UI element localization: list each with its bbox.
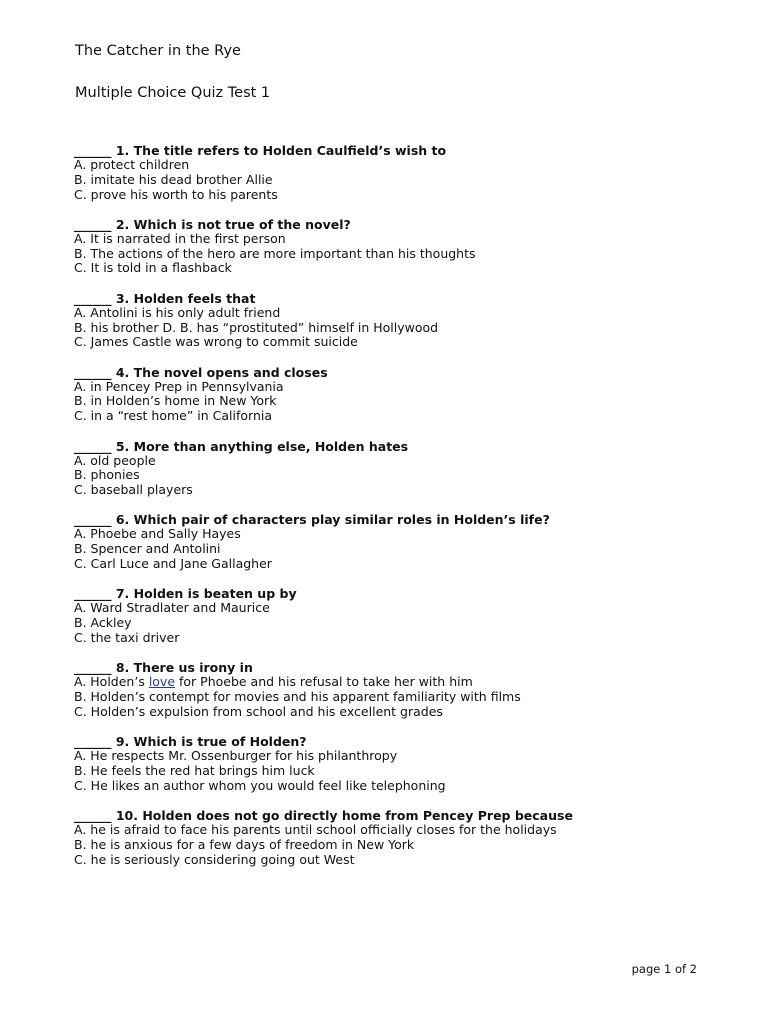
- answer-option-b: B. his brother D. B. has “prostituted” himself in Hollywood: [74, 319, 439, 335]
- answer-option-a: A. Phoebe and Sally Hayes: [74, 526, 241, 542]
- question-2: [74, 217, 734, 276]
- answer-option-c: C. James Castle was wrong to commit suicide: [74, 334, 358, 350]
- option-text: for Phoebe and his refusal to take her with him: [175, 674, 473, 690]
- answer-option-a: A. Ward Stradlater and Maurice: [74, 600, 270, 616]
- answer-option-a: A. protect children: [74, 157, 190, 172]
- page-number: page 1 of 2: [631, 962, 697, 976]
- document-title: The Catcher in the Rye: [75, 43, 241, 59]
- question-prompt: ______ 8. There us irony in: [74, 660, 253, 676]
- answer-option-b: B. Spencer and Antolini: [74, 541, 221, 557]
- answer-option-a: A. Antolini is his only adult friend: [74, 304, 281, 320]
- answer-option-b: B. Ackley: [74, 615, 132, 631]
- answer-option-a: [74, 675, 734, 690]
- question-prompt: ______ 6. Which pair of characters play similar roles in Holden’s life?: [74, 512, 550, 528]
- answer-option-a: A. old people: [74, 452, 156, 468]
- answer-option-a: A. he is afraid to face his parents until school officially closes for the holidays: [74, 822, 557, 838]
- question-list: [74, 143, 734, 882]
- question-10: [74, 808, 734, 867]
- question-3: [74, 291, 734, 350]
- answer-option-c: C. Holden’s expulsion from school and his excellent grades: [74, 703, 443, 719]
- question-prompt: ______ 1. The title refers to Holden Caulfield’s wish to: [74, 143, 447, 158]
- answer-option-c: C. It is told in a flashback: [74, 260, 232, 276]
- option-text: A. Holden’s: [74, 674, 149, 690]
- question-prompt: ______ 7. Holden is beaten up by: [74, 586, 297, 602]
- question-9: [74, 734, 734, 793]
- question-4: [74, 365, 734, 424]
- answer-option-a: A. in Pencey Prep in Pennsylvania: [74, 378, 284, 394]
- question-5: [74, 439, 734, 498]
- question-1: [74, 143, 734, 202]
- love-link[interactable]: love: [148, 674, 176, 690]
- document-subtitle: Multiple Choice Quiz Test 1: [75, 85, 271, 101]
- answer-option-b: B. The actions of the hero are more important than his thoughts: [74, 245, 476, 261]
- answer-option-b: B. he is anxious for a few days of freedom in New York: [74, 836, 415, 852]
- answer-option-b: B. phonies: [74, 467, 140, 483]
- question-8: [74, 660, 734, 719]
- question-7: [74, 586, 734, 645]
- answer-option-c: C. baseball players: [74, 482, 193, 498]
- answer-option-b: B. Holden’s contempt for movies and his apparent familiarity with films: [74, 689, 521, 705]
- answer-option-a: A. He respects Mr. Ossenburger for his philanthropy: [74, 748, 398, 764]
- question-prompt: ______ 5. More than anything else, Holden hates: [74, 438, 409, 454]
- answer-option-c: C. the taxi driver: [74, 629, 180, 645]
- answer-option-b: B. imitate his dead brother Allie: [74, 171, 273, 187]
- question-6: [74, 512, 734, 571]
- answer-option-c: C. he is seriously considering going out West: [74, 851, 355, 867]
- answer-option-b: B. in Holden’s home in New York: [74, 393, 277, 409]
- question-prompt: ______ 2. Which is not true of the novel?: [74, 216, 351, 232]
- question-prompt: ______ 4. The novel opens and closes: [74, 364, 328, 380]
- question-prompt: ______ 9. Which is true of Holden?: [74, 734, 307, 750]
- question-prompt: ______ 3. Holden feels that: [74, 290, 256, 306]
- answer-option-a: A. It is narrated in the first person: [74, 230, 286, 246]
- answer-option-c: C. Carl Luce and Jane Gallagher: [74, 556, 272, 572]
- answer-option-c: C. He likes an author whom you would feel like telephoning: [74, 777, 446, 793]
- answer-option-b: B. He feels the red hat brings him luck: [74, 762, 315, 778]
- answer-option-c: C. prove his worth to his parents: [74, 186, 278, 202]
- question-prompt: ______ 10. Holden does not go directly home from Pencey Prep because: [74, 808, 573, 824]
- answer-option-c: C. in a “rest home” in California: [74, 408, 273, 424]
